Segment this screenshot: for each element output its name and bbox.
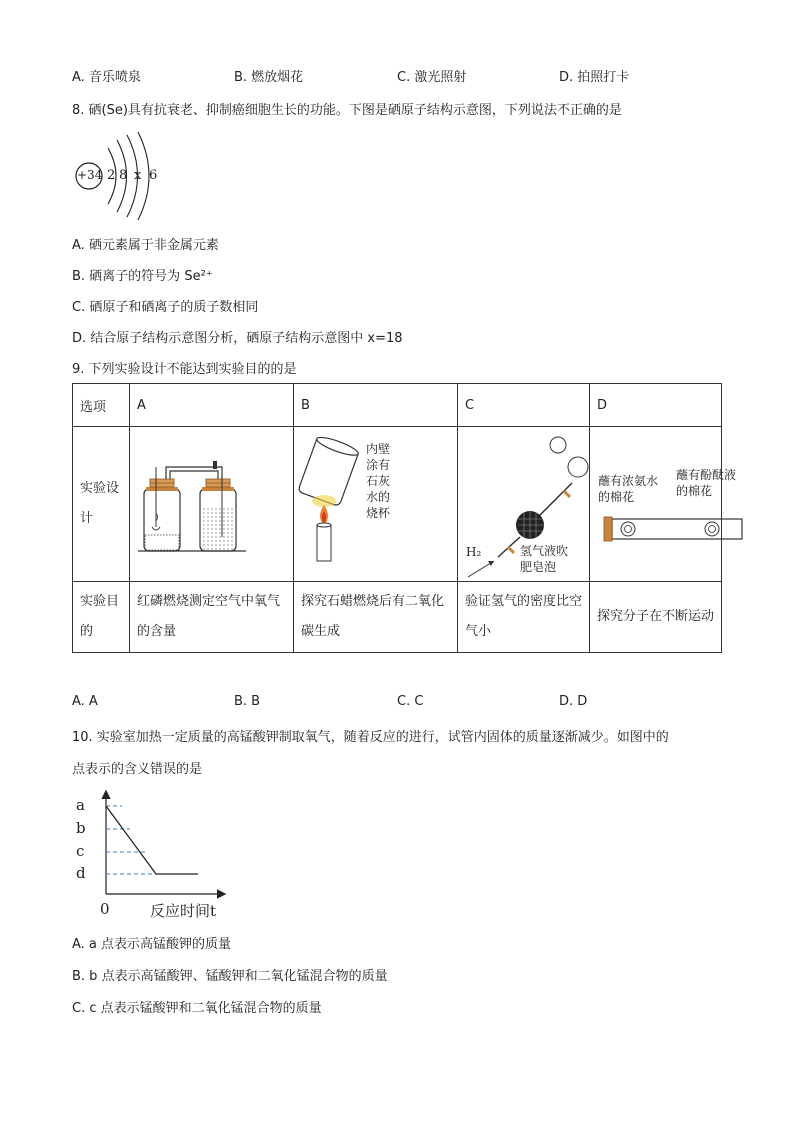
header-option: 选项 — [73, 384, 130, 427]
q9-option-b: B. B — [234, 694, 261, 709]
purpose-d: 探究分子在不断运动 — [597, 609, 715, 624]
q8-stem: 8. 硒(Se)具有抗衰老、抑制癌细胞生长的功能。下图是硒原子结构示意图，下列说法不正确的是 — [72, 103, 622, 118]
label-c-bubbles: 氢气液吹肥皂泡 — [520, 544, 569, 574]
header-d: D — [590, 384, 722, 427]
apparatus-c-bubbles — [458, 427, 589, 581]
q9-option-d: D. D — [559, 694, 588, 709]
q8-option-d: D. 结合原子结构示意图分析，硒原子结构示意图中 x=18 — [72, 331, 403, 346]
x-axis-label: 反应时间t — [150, 902, 217, 920]
q9-experiment-table — [72, 383, 737, 653]
row-label-design: 实验设计 — [80, 481, 120, 526]
q10-stem-line2: 点表示的含义错误的是 — [72, 762, 203, 777]
q7-option-b: B. 燃放烟花 — [234, 70, 304, 85]
electron-shell-3: x — [134, 168, 142, 183]
purpose-c: 验证氢气的密度比空气小 — [465, 594, 583, 639]
y-tick-a: a — [76, 796, 85, 814]
label-d-ammonia: 蘸有浓氨水的棉花 — [598, 474, 659, 504]
q7-option-a: A. 音乐喷泉 — [72, 70, 141, 85]
q7-option-d: D. 拍照打卡 — [559, 70, 630, 85]
label-c-gas: H₂ — [466, 545, 482, 559]
purpose-a: 红磷燃烧测定空气中氧气的含量 — [137, 594, 281, 639]
mass-time-graph — [72, 786, 232, 920]
electron-shell-1: 2 — [107, 168, 116, 183]
origin-label: 0 — [100, 900, 110, 918]
selenium-atom-diagram — [72, 130, 172, 222]
q9-stem: 9. 下列实验设计不能达到实验目的的是 — [72, 362, 297, 377]
table-design-row — [73, 427, 722, 582]
y-tick-b: b — [76, 819, 86, 837]
electron-shell-2: 8 — [119, 168, 128, 183]
q10-option-b: B. b 点表示高锰酸钾、锰酸钾和二氧化锰混合物的质量 — [72, 969, 388, 984]
header-b: B — [294, 384, 458, 427]
q9-option-c: C. C — [397, 694, 424, 709]
header-a: A — [130, 384, 294, 427]
row-label-purpose: 实验目的 — [80, 594, 120, 639]
nucleus-charge: +34 — [77, 168, 103, 182]
purpose-b: 探究石蜡燃烧后有二氧化碳生成 — [301, 594, 445, 639]
apparatus-b-candle — [294, 427, 457, 581]
q8-option-c: C. 硒原子和硒离子的质子数相同 — [72, 300, 259, 315]
q10-option-c: C. c 点表示锰酸钾和二氧化锰混合物的质量 — [72, 1001, 322, 1016]
table-header-row — [73, 384, 722, 427]
apparatus-d-diffusion — [590, 427, 737, 581]
electron-shell-4: 6 — [149, 168, 158, 183]
q10-stem-line1: 10. 实验室加热一定质量的高锰酸钾制取氧气，随着反应的进行，试管内固体的质量逐渐减少。如图中的 — [72, 730, 669, 745]
y-tick-d: d — [76, 864, 86, 882]
q10-option-a: A. a 点表示高锰酸钾的质量 — [72, 937, 232, 952]
table-purpose-row — [73, 582, 722, 653]
q8-option-a: A. 硒元素属于非金属元素 — [72, 238, 219, 253]
q8-option-b: B. 硒离子的符号为 Se²⁺ — [72, 269, 213, 284]
apparatus-a-phosphorus — [130, 427, 293, 581]
label-b-beaker: 内壁涂有石灰水的烧杯 — [366, 442, 391, 520]
q9-option-a: A. A — [72, 694, 98, 709]
header-c: C — [458, 384, 590, 427]
label-d-phenolphthalein: 蘸有酚酞液的棉花 — [676, 468, 737, 498]
q7-option-c: C. 激光照射 — [397, 70, 467, 85]
y-tick-c: c — [76, 842, 85, 860]
